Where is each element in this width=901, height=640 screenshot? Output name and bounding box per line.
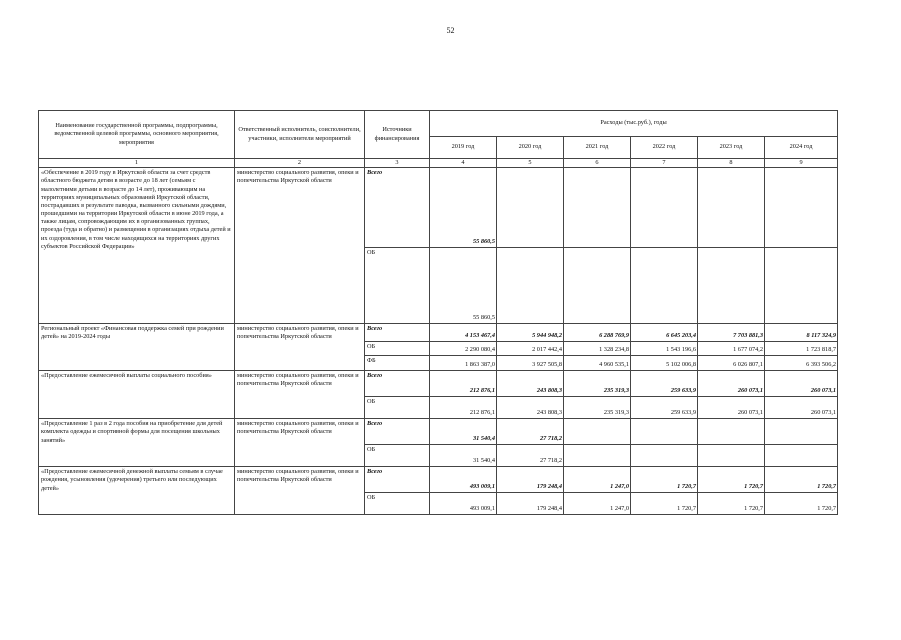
value-cell: 31 540,4 <box>430 445 497 467</box>
program-name: «Предоставление 1 раз в 2 года пособия на приобретение для детей комплекта одежды и спортивной формы для посещения школьных занятий» <box>39 419 235 467</box>
value-cell <box>564 445 631 467</box>
value-cell <box>698 248 765 324</box>
program-name: Региональный проект «Финансовая поддержка семей при рождении детей» на 2019-2024 годы <box>39 324 235 371</box>
funding-source: ОБ <box>365 248 430 324</box>
value-cell: 259 633,9 <box>631 397 698 419</box>
header-year: 2019 год <box>430 137 497 159</box>
value-cell: 55 860,5 <box>430 168 497 248</box>
value-cell: 212 876,1 <box>430 371 497 397</box>
funding-source: ФБ <box>365 356 430 371</box>
value-cell: 3 927 505,8 <box>497 356 564 371</box>
header-year: 2024 год <box>765 137 838 159</box>
value-cell: 4 153 467,4 <box>430 324 497 342</box>
header-funding-source: Источники финансирования <box>365 111 430 159</box>
value-cell: 493 009,1 <box>430 493 497 515</box>
column-number: 5 <box>497 159 564 168</box>
value-cell <box>631 445 698 467</box>
funding-source: ОБ <box>365 445 430 467</box>
expenses-table <box>38 110 838 515</box>
executor: министерство социального развития, опеки и попечительства Иркутской области <box>235 467 365 515</box>
value-cell <box>564 248 631 324</box>
value-cell <box>497 168 564 248</box>
value-cell <box>765 248 838 324</box>
value-cell: 27 718,2 <box>497 445 564 467</box>
value-cell <box>698 168 765 248</box>
value-cell: 243 808,3 <box>497 371 564 397</box>
value-cell: 260 073,1 <box>765 397 838 419</box>
column-number: 2 <box>235 159 365 168</box>
table-row <box>39 168 838 248</box>
page-number: 52 <box>446 26 455 35</box>
value-cell: 5 944 948,2 <box>497 324 564 342</box>
executor: министерство социального развития, опеки и попечительства Иркутской области <box>235 419 365 467</box>
value-cell: 493 009,1 <box>430 467 497 493</box>
value-cell: 260 073,1 <box>698 371 765 397</box>
value-cell: 6 393 506,2 <box>765 356 838 371</box>
header-program-name: Наименование государственной программы, подпрограммы, ведомственной целевой программы, основного мероприятия, мероприятия <box>39 111 235 159</box>
column-number: 8 <box>698 159 765 168</box>
table-row <box>39 324 838 342</box>
value-cell: 1 543 196,6 <box>631 342 698 356</box>
value-cell: 1 720,7 <box>765 493 838 515</box>
value-cell <box>631 248 698 324</box>
value-cell: 6 026 807,1 <box>698 356 765 371</box>
value-cell: 212 876,1 <box>430 397 497 419</box>
value-cell: 179 248,4 <box>497 493 564 515</box>
funding-source: ОБ <box>365 342 430 356</box>
value-cell: 235 319,3 <box>564 397 631 419</box>
header-year: 2023 год <box>698 137 765 159</box>
value-cell: 1 863 387,0 <box>430 356 497 371</box>
value-cell: 1 723 818,7 <box>765 342 838 356</box>
value-cell: 2 290 080,4 <box>430 342 497 356</box>
header-year: 2021 год <box>564 137 631 159</box>
program-name: «Предоставление ежемесячной денежной выплаты семьям в случае рождения, усыновления (удочерения) третьего или последующих детей» <box>39 467 235 515</box>
value-cell: 1 677 074,2 <box>698 342 765 356</box>
program-name: «Обеспечение в 2019 году в Иркутской области за счет средств областного бюджета детям в возрасте до 18 лет (семьям с малолетними детьми в возрасте до 14 лет), проживающим на территориях муниципальных образований Иркутской области, пострадавших в результате паводка, вызванного сильными дождями, прошедшими на территории Иркутской области в июне 2019 года, а также лицам, сопровождающим их в организованных группах, проезда (туда и обратно) и размещения в организациях отдыха детей и их оздоровления, в том числе находящихся на территориях других субъектов Российской Федерации» <box>39 168 235 324</box>
value-cell <box>698 419 765 445</box>
value-cell <box>698 445 765 467</box>
value-cell: 2 017 442,4 <box>497 342 564 356</box>
value-cell <box>765 419 838 445</box>
value-cell: 5 102 006,8 <box>631 356 698 371</box>
funding-source: Всего <box>365 419 430 445</box>
value-cell <box>765 168 838 248</box>
value-cell <box>765 445 838 467</box>
value-cell: 1 247,0 <box>564 467 631 493</box>
value-cell <box>564 419 631 445</box>
value-cell: 1 720,7 <box>698 467 765 493</box>
value-cell: 260 073,1 <box>765 371 838 397</box>
column-number: 9 <box>765 159 838 168</box>
value-cell: 1 720,7 <box>765 467 838 493</box>
value-cell: 235 319,3 <box>564 371 631 397</box>
column-number: 7 <box>631 159 698 168</box>
value-cell <box>631 419 698 445</box>
executor: министерство социального развития, опеки и попечительства Иркутской области <box>235 168 365 324</box>
value-cell: 31 540,4 <box>430 419 497 445</box>
value-cell: 1 247,0 <box>564 493 631 515</box>
value-cell: 55 860,5 <box>430 248 497 324</box>
header-executor: Ответственный исполнитель, соисполнители, участники, исполнители мероприятий <box>235 111 365 159</box>
value-cell: 7 703 881,3 <box>698 324 765 342</box>
header-year: 2020 год <box>497 137 564 159</box>
table-row <box>39 371 838 397</box>
column-number: 4 <box>430 159 497 168</box>
value-cell: 259 633,9 <box>631 371 698 397</box>
header-expenses: Расходы (тыс.руб.), годы <box>430 111 838 137</box>
value-cell <box>497 248 564 324</box>
value-cell: 6 645 203,4 <box>631 324 698 342</box>
value-cell: 4 960 535,1 <box>564 356 631 371</box>
funding-source: Всего <box>365 168 430 248</box>
column-number: 3 <box>365 159 430 168</box>
value-cell: 27 718,2 <box>497 419 564 445</box>
funding-source: ОБ <box>365 493 430 515</box>
table-row <box>39 467 838 493</box>
executor: министерство социального развития, опеки и попечительства Иркутской области <box>235 324 365 371</box>
value-cell: 8 117 324,9 <box>765 324 838 342</box>
funding-source: Всего <box>365 371 430 397</box>
value-cell: 1 720,7 <box>631 467 698 493</box>
value-cell: 260 073,1 <box>698 397 765 419</box>
value-cell: 179 248,4 <box>497 467 564 493</box>
executor: министерство социального развития, опеки и попечительства Иркутской области <box>235 371 365 419</box>
funding-source: ОБ <box>365 397 430 419</box>
column-number: 1 <box>39 159 235 168</box>
value-cell <box>631 168 698 248</box>
header-year: 2022 год <box>631 137 698 159</box>
value-cell: 1 328 234,8 <box>564 342 631 356</box>
value-cell: 1 720,7 <box>631 493 698 515</box>
table-row <box>39 419 838 445</box>
program-name: «Предоставление ежемесячной выплаты социального пособия» <box>39 371 235 419</box>
funding-source: Всего <box>365 467 430 493</box>
value-cell: 243 808,3 <box>497 397 564 419</box>
value-cell <box>564 168 631 248</box>
value-cell: 1 720,7 <box>698 493 765 515</box>
funding-source: Всего <box>365 324 430 342</box>
value-cell: 6 288 769,9 <box>564 324 631 342</box>
column-number: 6 <box>564 159 631 168</box>
